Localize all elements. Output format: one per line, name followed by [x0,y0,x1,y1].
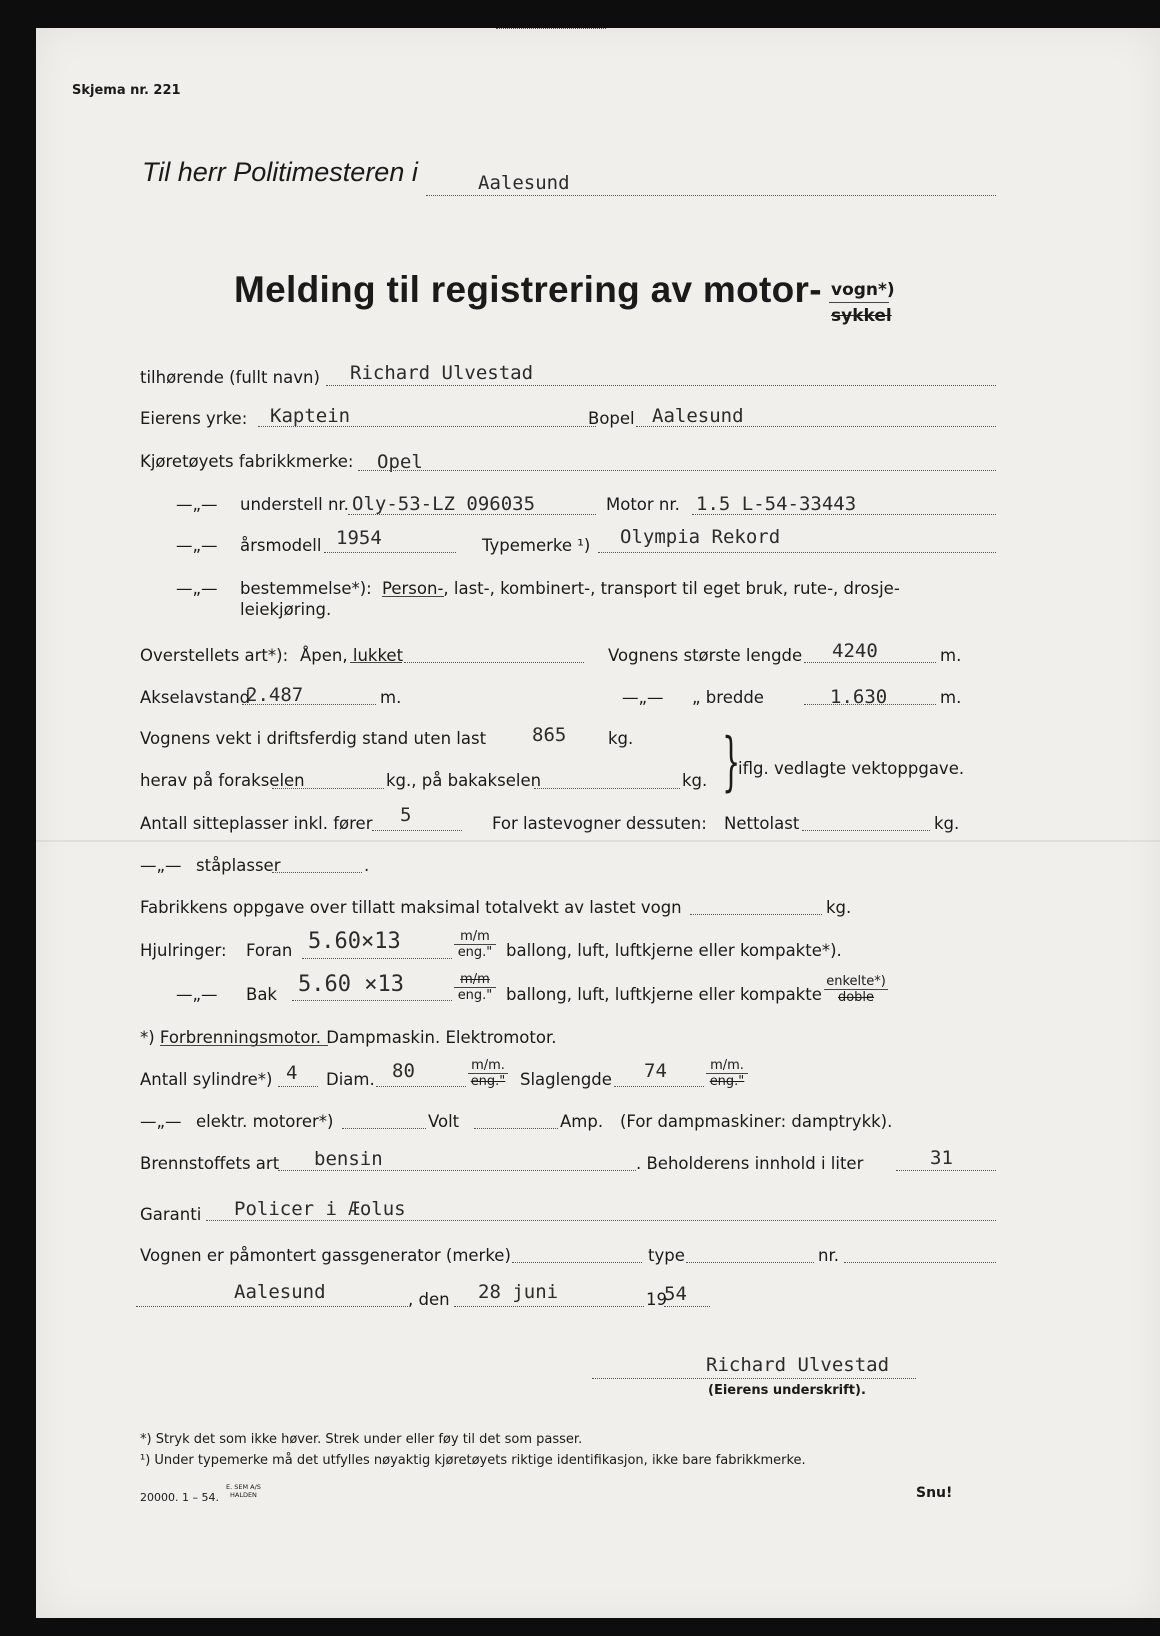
occupation-line [258,426,596,427]
chassis-line [348,514,596,515]
manufacturer-line [358,470,996,471]
diam-value: 80 [392,1060,415,1082]
volt-line [474,1128,558,1129]
max-weight-line [690,914,822,915]
amp-label: Amp. [560,1112,604,1131]
stroke-unit [706,1058,748,1089]
diam-unit-bottom: eng." [468,1073,508,1089]
net-load-line [802,830,930,831]
den-label: , den [408,1290,450,1309]
tires-rear-unit-top: m/m [460,972,490,987]
paper-fold [36,840,1160,842]
tires-front-value: 5.60×13 [308,929,401,954]
purpose-label: bestemmelse*): [240,579,372,598]
gas-generator-label: Vognen er påmontert gassgenerator (merke) [140,1246,511,1265]
addressee-line [426,195,996,196]
body-type-options: Åpen, lukket [300,646,404,665]
tires-front-unit-bottom: eng." [454,944,496,960]
title-option-vogn: vogn*) [831,280,895,300]
purpose-options-2: leiekjøring. [240,600,332,619]
form-page [36,28,1160,1618]
purpose-underline [382,596,444,597]
volt-label: Volt [428,1112,460,1131]
ditto-electric: —„— [140,1112,182,1131]
seats-value: 5 [400,804,412,826]
tires-front-line [302,958,452,959]
printer-name-top: E. SEM A/S [226,1483,261,1491]
gas-generator-nr: nr. [818,1246,839,1265]
tires-front-types: ballong, luft, luftkjerne eller kompakte*). [506,941,842,960]
type-mark-label: Typemerke ¹) [482,536,591,555]
year-line [664,1306,710,1307]
guarantee-line [206,1220,996,1221]
weight-label: Vognens vekt i driftsferdig stand uten last [140,729,487,748]
owner-value: Richard Ulvestad [350,362,534,384]
standing-period: . [364,856,370,875]
signature-label: (Eierens underskrift). [708,1383,866,1398]
guarantee-label: Garanti [140,1205,202,1224]
year-prefix: 19 [646,1290,667,1309]
tires-rear-line [292,1000,452,1001]
gas-generator-line [512,1262,642,1263]
residence-line [636,426,996,427]
rear-axle-label: kg., på bakakselen [386,771,542,790]
body-type-label: Overstellets art*): [140,646,289,665]
seats-label: Antall sitteplasser inkl. fører [140,814,373,833]
length-value: 4240 [832,640,878,662]
fuel-line [278,1170,636,1171]
model-year-value: 1954 [336,527,382,549]
max-weight-unit: kg. [826,898,852,917]
motor-line [692,514,996,515]
place-line [136,1306,408,1307]
net-load-unit: kg. [934,814,960,833]
diam-unit [468,1058,508,1089]
tank-value: 31 [930,1147,953,1169]
tires-front-unit-top: m/m [460,929,490,944]
addressee-label: Til herr Politimesteren i [142,157,418,187]
printer-name [226,1483,261,1499]
tires-label: Hjulringer: [140,941,227,960]
signature-value: Richard Ulvestad [706,1354,890,1376]
steam-label: (For dampmaskiner: damptrykk). [620,1112,893,1131]
ditto-purpose: —„— [176,579,218,598]
year-suffix: 54 [664,1283,687,1305]
standing-line [272,872,362,873]
ditto-chassis: —„— [176,495,218,514]
engine-type-options: *) Forbrenningsmotor. Dampmaskin. Elektromotor. [140,1028,557,1047]
ditto-tires-rear: —„— [176,985,218,1004]
electric-motors-line [342,1128,426,1129]
tank-label: . Beholderens innhold i liter [636,1154,864,1173]
ditto-width: —„— [622,688,664,707]
rear-axle-unit: kg. [682,771,708,790]
tires-rear-label: Bak [246,985,277,1004]
width-line [804,704,936,705]
tires-single: enkelte*) [826,974,886,989]
diam-line [376,1086,466,1087]
body-type-line [404,662,584,663]
tires-rear-types: ballong, luft, luftkjerne eller kompakte [506,985,822,1004]
length-label: Vognens største lengde [608,646,803,665]
motor-label: Motor nr. [606,495,680,514]
title-option-sykkel: sykkel [831,306,892,326]
printer-code: 20000. 1 – 54. [140,1491,219,1504]
tires-front-label: Foran [246,941,293,960]
brace: } [722,725,741,799]
front-axle-line [272,788,384,789]
place-value: Aalesund [234,1281,326,1303]
chassis-value: Oly-53-LZ 096035 [352,493,536,515]
addressee-value: Aalesund [478,172,570,194]
wheelbase-unit: m. [380,688,402,707]
footnote-2: ¹) Under typemerke må det utfylles nøyaktig kjøretøyets riktige identifikasjon, ikke bare fabrikkmerke. [140,1453,806,1468]
tires-rear-value: 5.60 ×13 [298,972,404,997]
gas-generator-type: type [648,1246,685,1265]
date-line [454,1306,644,1307]
tires-front-unit [454,929,496,960]
rear-axle-line [534,788,680,789]
cylinders-label: Antall sylindre*) [140,1070,273,1089]
weight-note: iflg. vedlagte vektoppgave. [738,759,965,778]
type-mark-line [598,552,996,553]
ditto-standing: —„— [140,856,182,875]
weight-unit: kg. [608,729,634,748]
manufacturer-value: Opel [377,451,423,473]
form-title: Melding til registrering av motor- [234,269,822,310]
weight-value: 865 [532,724,567,746]
width-label: „ bredde [692,688,764,707]
turn-over-label: Snu! [916,1485,953,1501]
residence-label: Bopel [588,409,635,428]
occupation-label: Eierens yrke: [140,409,248,428]
gas-generator-type-line [686,1262,814,1263]
owner-line [326,385,996,386]
tires-rear-unit-bottom: eng." [454,987,496,1003]
fuel-value: bensin [314,1148,383,1170]
tank-line [896,1170,996,1171]
stroke-value: 74 [644,1060,667,1082]
net-load-label: Nettolast [724,814,800,833]
occupation-value: Kaptein [270,405,351,427]
standing-label: ståplasser [196,856,281,875]
owner-label: tilhørende (fullt navn) [140,368,320,387]
fuel-label: Brennstoffets art [140,1154,280,1173]
motor-value: 1.5 L-54-33443 [696,493,857,515]
length-unit: m. [940,646,962,665]
diam-unit-top: m/m. [471,1058,505,1073]
length-line [804,662,936,663]
body-type-underline [350,662,402,663]
footnote-1: *) Stryk det som ikke høver. Strek under eller føy til det som passer. [140,1432,583,1447]
seats-line [372,830,462,831]
purpose-options: Person-, last-, kombinert-, transport til eget bruk, rute-, drosje- [382,579,900,598]
weight-line [496,28,606,29]
stroke-unit-bottom: eng." [706,1073,748,1089]
tires-single-double [824,974,888,1005]
tires-rear-unit [454,972,496,1003]
width-value: 1.630 [830,686,888,708]
electric-label: elektr. motorer*) [196,1112,334,1131]
form-number: Skjema nr. 221 [72,83,181,98]
engine-type-underline [160,1045,328,1046]
front-axle-label: herav på forakselen [140,771,305,790]
cylinders-value: 4 [286,1062,298,1084]
printer-name-bottom: HALDEN [229,1491,257,1499]
width-unit: m. [940,688,962,707]
type-mark-value: Olympia Rekord [620,526,781,548]
trucks-label: For lastevogner dessuten: [492,814,707,833]
residence-value: Aalesund [652,405,744,427]
max-weight-label: Fabrikkens oppgave over tillatt maksimal totalvekt av lastet vogn [140,898,682,917]
stroke-unit-top: m/m. [710,1058,744,1073]
wheelbase-label: Akselavstand [140,688,251,707]
gas-generator-nr-line [844,1262,996,1263]
manufacturer-label: Kjøretøyets fabrikkmerke: [140,452,354,471]
date-value: 28 juni [478,1281,559,1303]
model-year-line [324,552,456,553]
chassis-label: understell nr. [240,495,349,514]
diam-label: Diam. [326,1070,375,1089]
stroke-line [614,1086,704,1087]
wheelbase-line [242,704,376,705]
model-year-label: årsmodell [240,536,322,555]
title-fraction-line [829,302,889,303]
cylinders-line [278,1086,318,1087]
guarantee-value: Policer i Æolus [234,1198,406,1220]
stroke-label: Slaglengde [520,1070,612,1089]
signature-line [592,1378,916,1379]
ditto-model-year: —„— [176,536,218,555]
tires-double: doble [824,989,888,1005]
wheelbase-value: 2.487 [246,684,304,706]
